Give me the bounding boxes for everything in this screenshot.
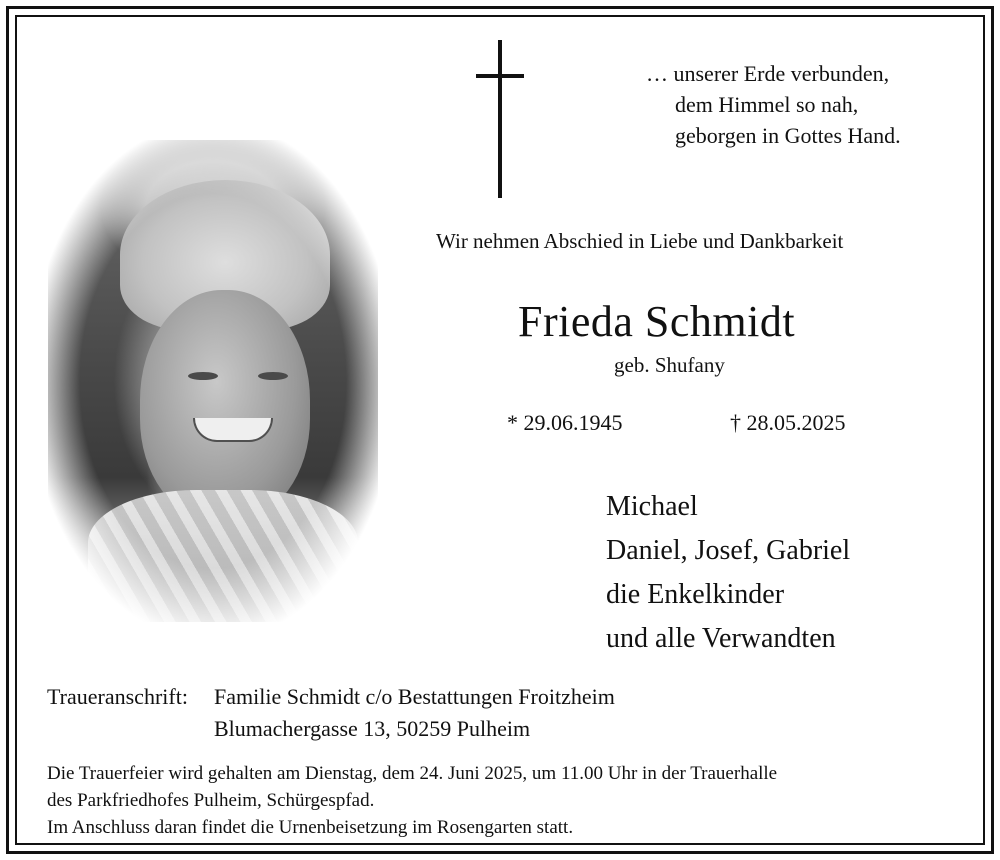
death-date: † 28.05.2025 [730,410,846,435]
service-line-3: Im Anschluss daran findet die Urnenbeisetzung im Rosengarten statt. [47,817,574,838]
address-line-2: Blumachergasse 13, 50259 Pulheim [214,716,531,741]
service-line-2: des Parkfriedhofes Pulheim, Schürgespfad. [47,790,375,811]
farewell-intro: Wir nehmen Abschied in Liebe und Dankbarkeit [436,229,844,253]
mourners-list [606,485,850,661]
portrait-eye-right [258,372,288,380]
service-info [47,760,777,841]
mourner-line: Daniel, Josef, Gabriel [606,535,851,566]
maiden-name: geb. Shufany [614,353,725,377]
mourner-line: Michael [606,491,698,522]
mourner-line: und alle Verwandten [606,623,836,654]
portrait-photo [48,140,378,622]
service-line-1: Die Trauerfeier wird gehalten am Dienstag, dem 24. Juni 2025, um 11.00 Uhr in der Trauerhalle [47,763,778,784]
address-line-1: Familie Schmidt c/o Bestattungen Froitzheim [214,684,615,709]
birth-date: * 29.06.1945 [507,410,623,435]
verse-line-1: … unserer Erde verbunden, [646,61,890,86]
mourner-line: die Enkelkinder [606,579,785,610]
address-label: Traueranschrift: [47,684,188,709]
portrait-face [140,290,310,520]
cross-icon [476,40,524,200]
portrait-eye-left [188,372,218,380]
verse [646,58,901,151]
deceased-name: Frieda Schmidt [518,297,796,346]
portrait-smile [193,418,273,442]
portrait-scarf [88,490,358,622]
verse-line-3: geborgen in Gottes Hand. [675,123,901,148]
verse-line-2: dem Himmel so nah, [675,92,859,117]
